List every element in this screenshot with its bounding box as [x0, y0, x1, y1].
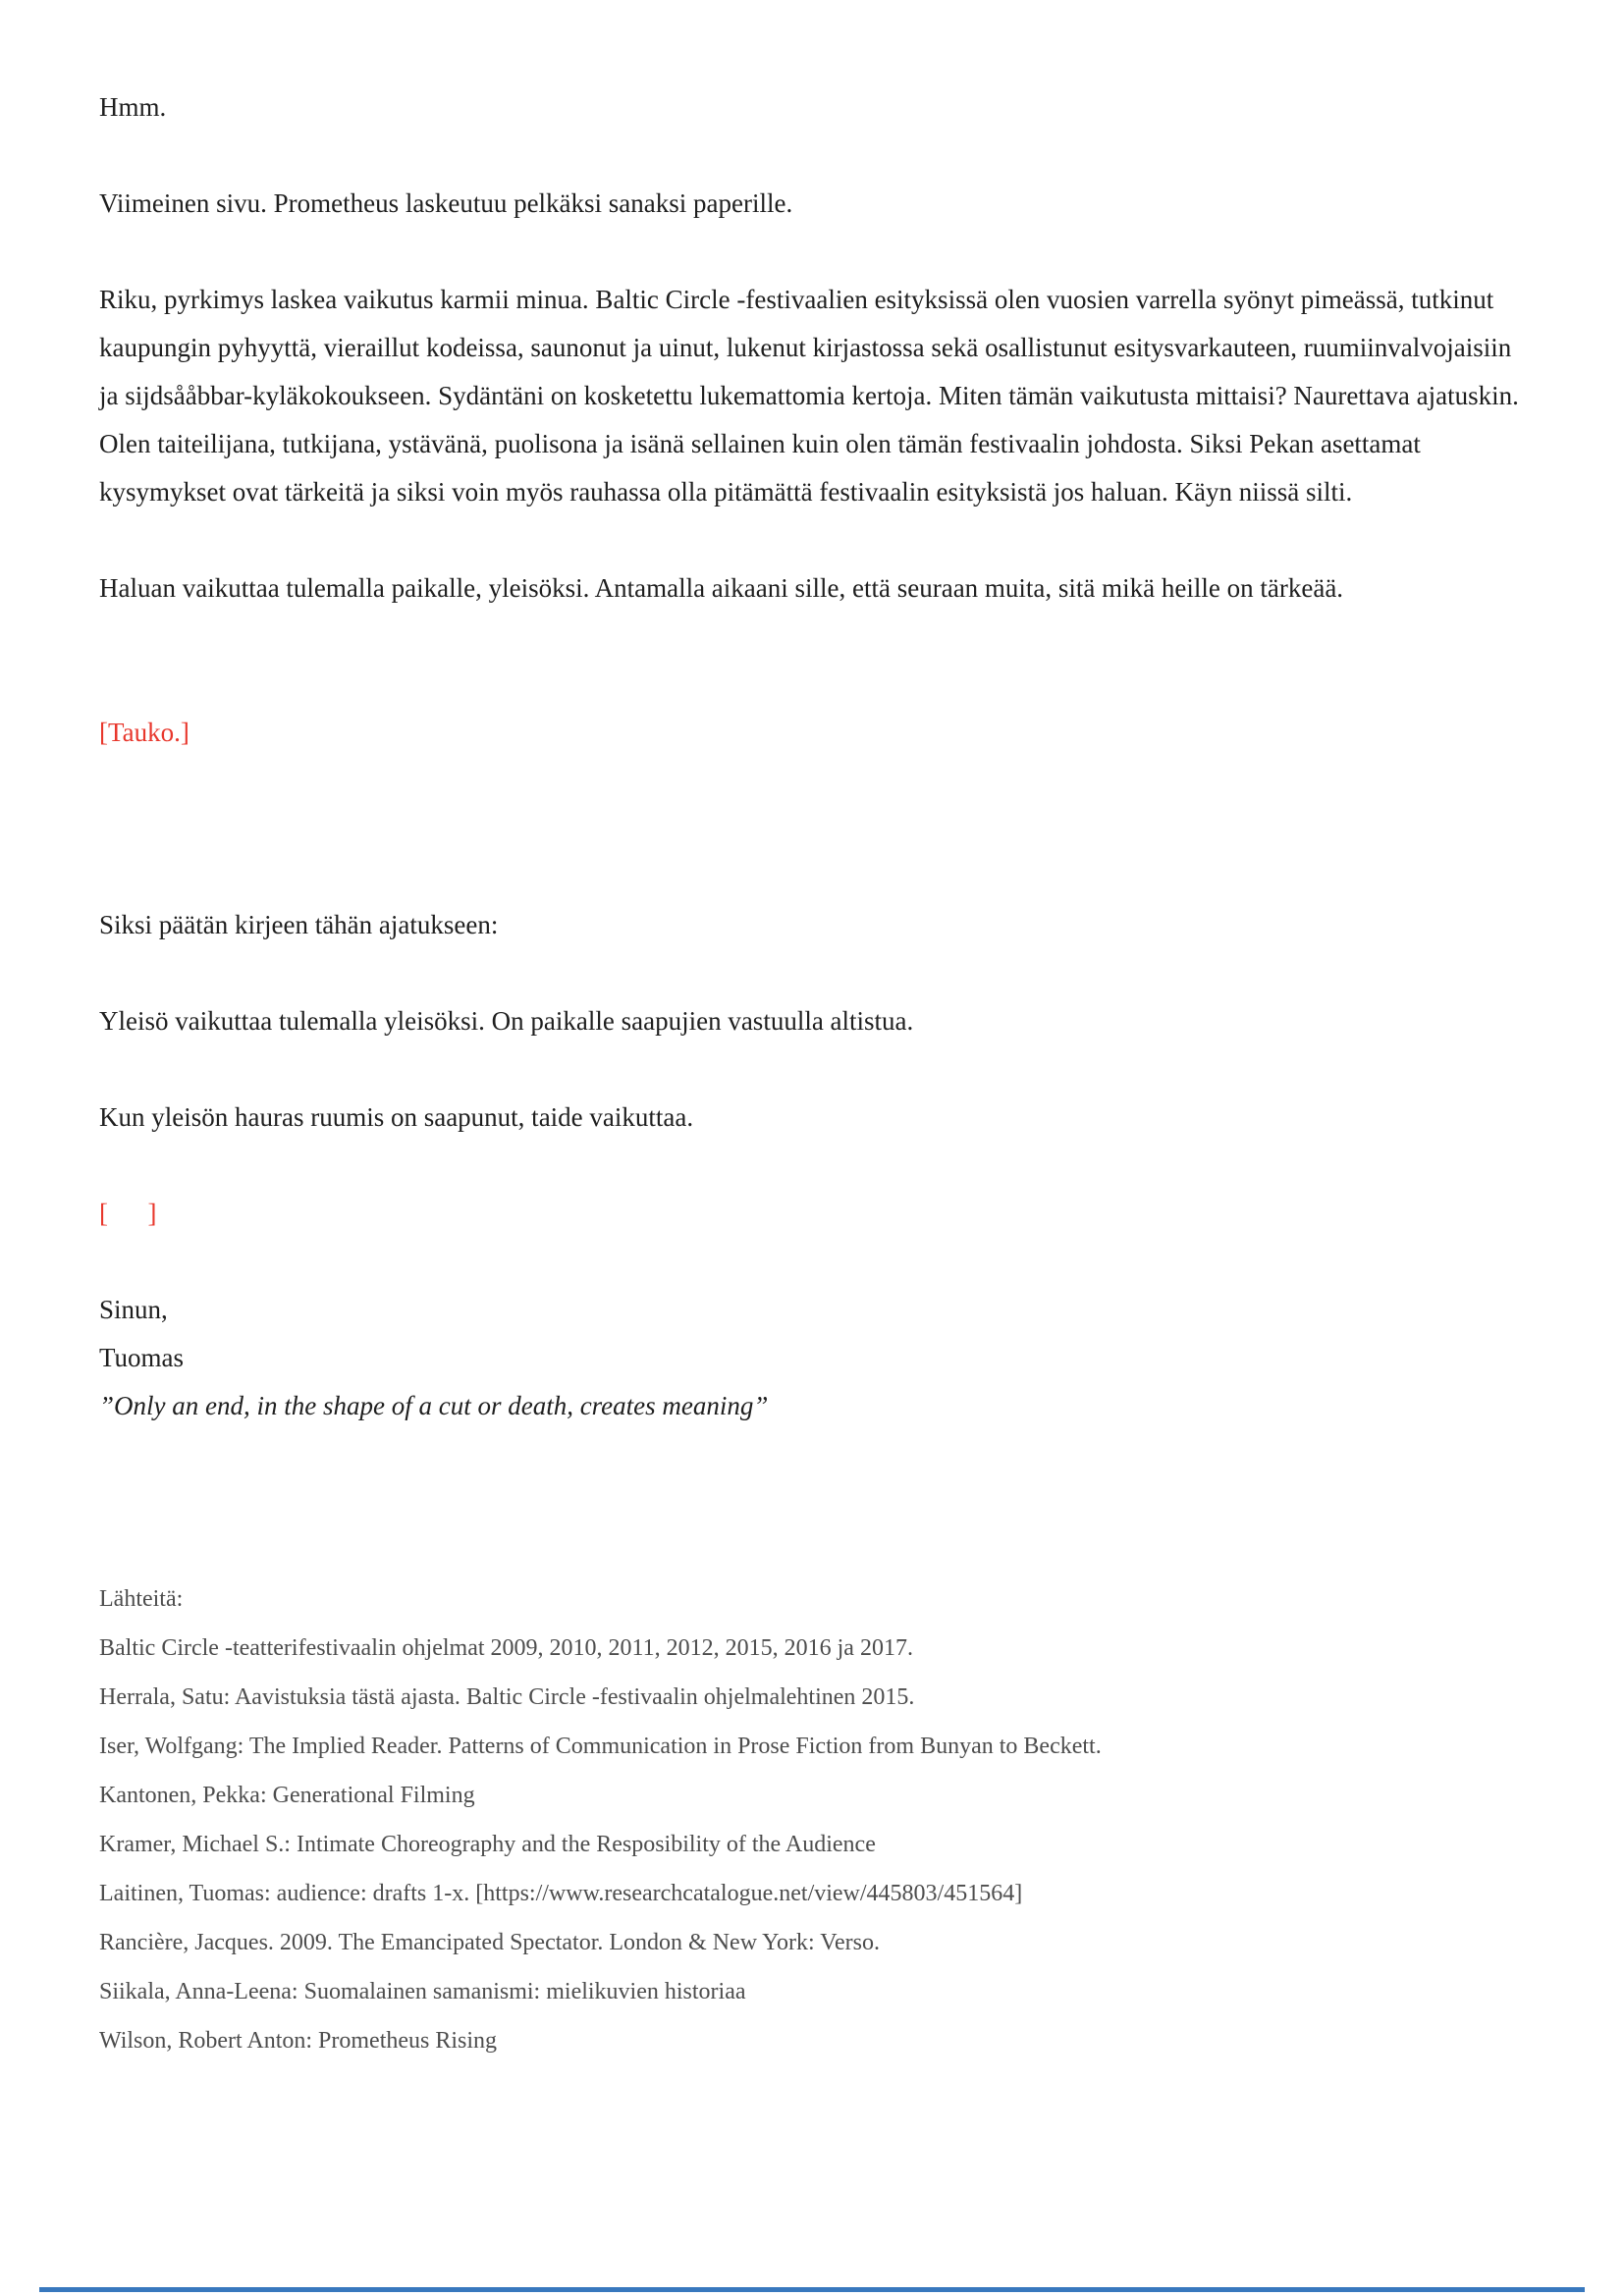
reference-item: Kantonen, Pekka: Generational Filming — [99, 1783, 475, 1808]
statement-2: Kun yleisön hauras ruumis on saapunut, taide vaikuttaa. — [99, 1102, 694, 1132]
letter-paragraph-1: Riku, pyrkimys laskea vaikutus karmii minua. Baltic Circle -festivaalien esityksissä olen vuosien varrella syönyt pimeässä, tutkinut kaupungin pyhyyttä, vieraillut kodeissa, saunonut ja uinut, lukenut kirjastossa sekä osallistunut esitysvarkauteen, ruumiinvalvojaisiin ja sijdsååbbar-kyläkokoukseen. Sydäntäni on kosketettu lukemattomia kertoja. Miten tämän vaikutusta mittaisi? Naurettava ajatuskin. Olen taiteilijana, tutkijana, ystävänä, puolisona ja isänä sellainen kuin olen tämän festivaalin johdosta. Siksi Pekan asettamat kysymykset ovat tärkeitä ja siksi voin myös rauhassa olla pitämättä festivaalin esityksistä jos haluan. Käyn niissä silti. — [99, 285, 1519, 507]
empty-brackets-marker: [ ] — [99, 1199, 157, 1228]
reference-item: Baltic Circle -teatterifestivaalin ohjelmat 2009, 2010, 2011, 2012, 2015, 2016 ja 2017. — [99, 1635, 913, 1661]
letter-opening: Hmm. — [99, 92, 167, 122]
letter-paragraph-2: Haluan vaikuttaa tulemalla paikalle, yleisöksi. Antamalla aikaani sille, että seuraan muita, sitä mikä heille on tärkeää. — [99, 573, 1344, 603]
signature-name: Tuomas — [99, 1343, 185, 1372]
references-section — [99, 1575, 1525, 2065]
reference-item: Siikala, Anna-Leena: Suomalainen samanismi: mielikuvien historiaa — [99, 1979, 746, 2004]
reference-item: Wilson, Robert Anton: Prometheus Rising — [99, 2028, 498, 2054]
reference-item: Rancière, Jacques. 2009. The Emancipated Spectator. London & New York: Verso. — [99, 1930, 880, 1955]
reference-item: Laitinen, Tuomas: audience: drafts 1-x. [https://www.researchcatalogue.net/view/445803/451564] — [99, 1881, 1023, 1906]
references-heading: Lähteitä: — [99, 1586, 184, 1612]
footer-rule — [39, 2287, 1585, 2292]
reference-item: Kramer, Michael S.: Intimate Choreography and the Resposibility of the Audience — [99, 1832, 876, 1857]
letter-intro-line: Viimeinen sivu. Prometheus laskeutuu pelkäksi sanaksi paperille. — [99, 188, 793, 218]
pause-marker: [Tauko.] — [99, 718, 189, 747]
signoff: Sinun, — [99, 1295, 168, 1324]
closing-quote: ”Only an end, in the shape of a cut or death, creates meaning” — [99, 1391, 769, 1420]
closing-intro: Siksi päätän kirjeen tähän ajatukseen: — [99, 910, 499, 939]
statement-1: Yleisö vaikuttaa tulemalla yleisöksi. On paikalle saapujien vastuulla altistua. — [99, 1006, 914, 1036]
reference-item: Iser, Wolfgang: The Implied Reader. Patterns of Communication in Prose Fiction from Bunyan to Beckett. — [99, 1734, 1102, 1759]
reference-item: Herrala, Satu: Aavistuksia tästä ajasta. Baltic Circle -festivaalin ohjelmalehtinen 2015. — [99, 1684, 915, 1710]
